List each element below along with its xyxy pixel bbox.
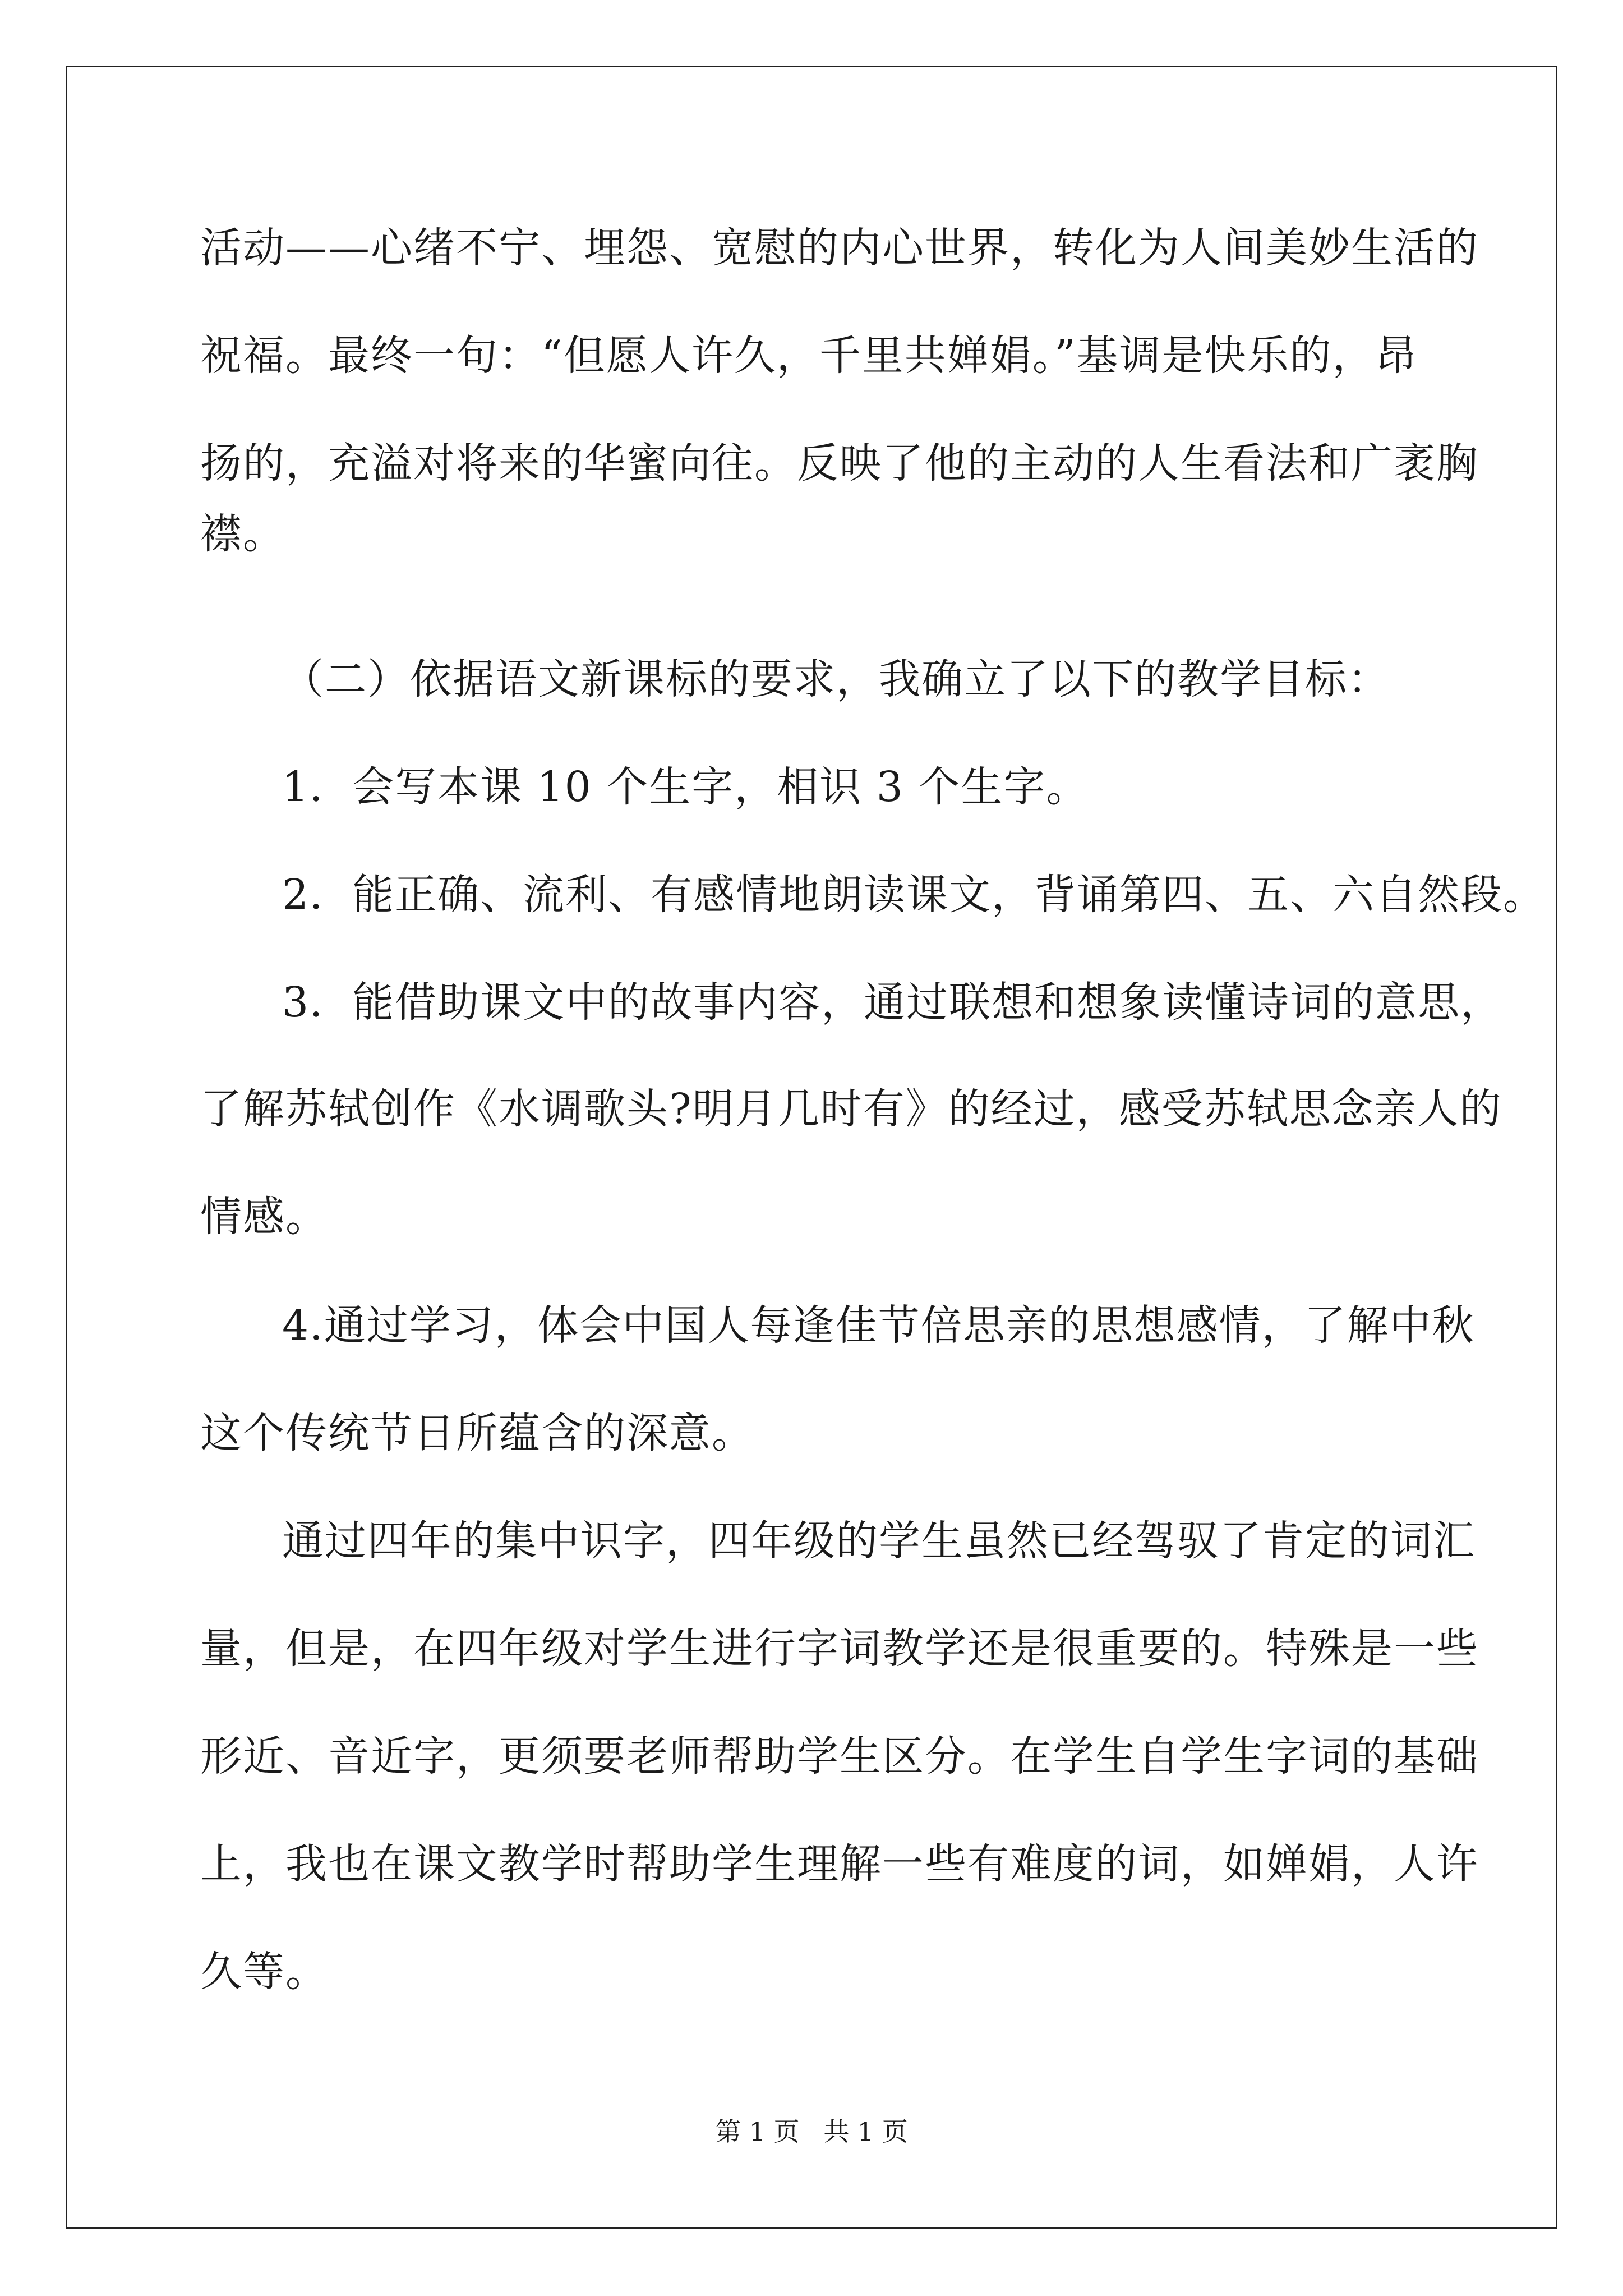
text-line: 3．能借助课文中的故事内容，通过联想和想象读懂诗词的意思， <box>282 978 1504 1027</box>
text-line: 1．会写本课 10 个生字，相识 3 个生字。 <box>282 763 1089 811</box>
page-total: 共 1 页 <box>823 2116 908 2147</box>
text-line: 2．能正确、流利、有感情地朗读课文，背诵第四、五、六自然段。 <box>282 871 1546 919</box>
text-line: 久等。 <box>200 1948 328 1996</box>
page-number: 第 1 页 <box>715 2116 800 2147</box>
text-line: 了解苏轼创作《水调歌头?明月几时有》的经过，感受苏轼思念亲人的 <box>200 1085 1502 1133</box>
text-line: 上，我也在课文教学时帮助学生理解一些有难度的词，如婵娟，人许 <box>200 1840 1479 1888</box>
text-line: 形近、音近字，更须要老师帮助学生区分。在学生自学生字词的基础 <box>200 1732 1479 1780</box>
page-footer <box>0 2115 1623 2148</box>
text-line: 祝福。最终一句：“但愿人许久，千里共婵娟。”基调是快乐的，昂 <box>200 332 1418 380</box>
text-line: 量，但是，在四年级对学生进行字词教学还是很重要的。特殊是一些 <box>200 1625 1479 1673</box>
text-line: 4.通过学习，体会中国人每逢佳节倍思亲的思想感情，了解中秋 <box>282 1301 1475 1350</box>
text-line: 这个传统节日所蕴含的深意。 <box>200 1409 754 1457</box>
text-line: 情感。 <box>200 1193 328 1241</box>
text-line: （二）依据语文新课标的要求，我确立了以下的教学目标： <box>282 655 1390 703</box>
text-line: 襟。 <box>200 510 285 558</box>
text-line: 活动——心绪不宁、埋怨、宽慰的内心世界，转化为人间美妙生活的 <box>200 224 1479 272</box>
page-border <box>66 66 1557 2229</box>
text-line: 扬的，充溢对将来的华蜜向往。反映了他的主动的人生看法和广袤胸 <box>200 439 1479 487</box>
text-line: 通过四年的集中识字，四年级的学生虽然已经驾驭了肯定的词汇 <box>282 1517 1476 1565</box>
